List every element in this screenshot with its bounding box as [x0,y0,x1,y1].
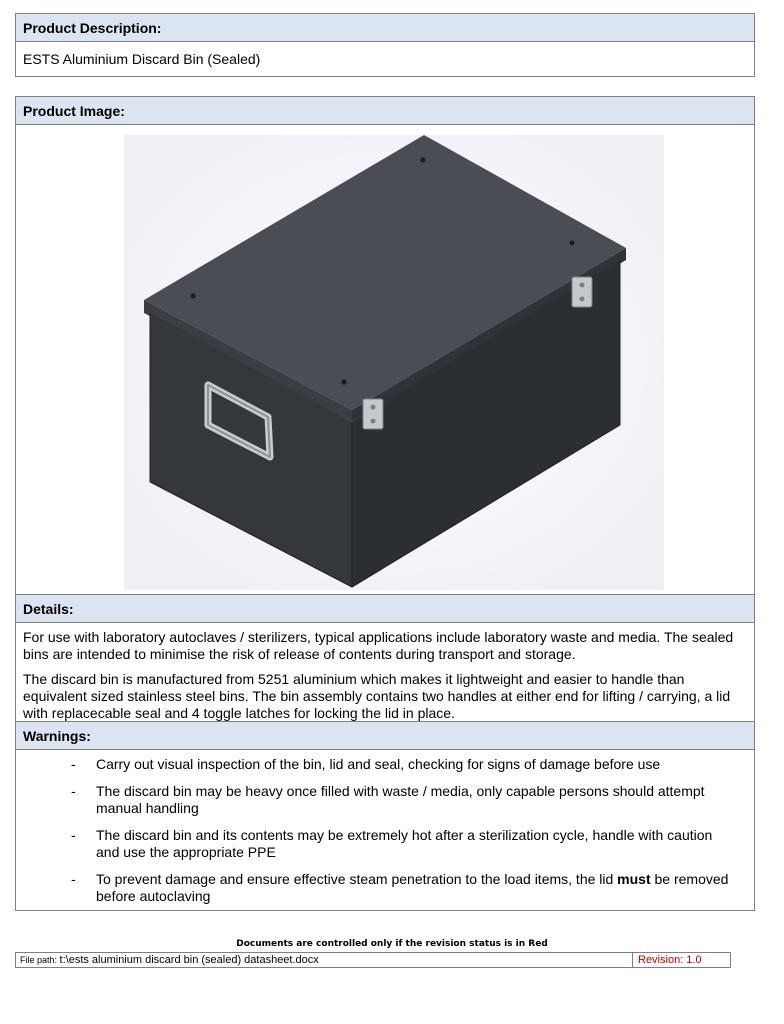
warnings-list [16,750,754,905]
controlled-document-note: Documents are controlled only if the revision status is in Red [236,939,548,949]
details-paragraph: The discard bin is manufactured from 5251 aluminium which makes it lightweight and easier to handle than equivalent sized stainless steel bins. The bin assembly contains two handles at either end for lifting / carrying, a lid with replacecable seal and 4 toggle latches for locking the lid in place. [23,671,731,721]
details-paragraph: For use with laboratory autoclaves / sterilizers, typical applications include laboratory waste and media. The sealed bins are intended to minimise the risk of release of contents during transport and storage. [23,629,734,662]
product-image-header: Product Image: [16,97,754,125]
revision-status: Revision: 1.0 [638,954,702,966]
product-description-section [15,13,755,77]
product-image [16,125,754,595]
aluminium-discard-bin-render [16,125,754,594]
product-image-section [15,96,755,722]
details-header: Details: [16,595,754,623]
file-path-label: File path: [20,955,60,965]
footer-table [15,952,731,968]
warning-item: - The discard bin may be heavy once filled with waste / media, only capable persons should attempt manual handling [71,783,705,816]
file-path-value: t:\ests aluminium discard bin (sealed) datasheet.docx [59,954,319,966]
warnings-section [15,722,755,911]
emphasis-must: must [617,871,651,887]
latch-front [363,399,383,429]
bullet-dash: - [71,827,76,843]
bullet-dash: - [71,871,76,887]
product-description-header: Product Description: [16,14,754,42]
file-path-cell [16,953,633,967]
product-description-value: ESTS Aluminium Discard Bin (Sealed) [23,51,261,67]
bullet-dash: - [71,783,76,799]
warning-item: - To prevent damage and ensure effective steam penetration to the load items, the lid must be removed before autoclaving [71,871,729,904]
warnings-header: Warnings: [16,722,754,750]
details-body [16,623,754,736]
latch-right [572,277,592,307]
warning-item: - Carry out visual inspection of the bin, lid and seal, checking for signs of damage before use [71,756,661,772]
warning-item: - The discard bin and its contents may be extremely hot after a sterilization cycle, handle with caution and use the appropriate PPE [71,827,713,860]
bullet-dash: - [71,756,76,772]
